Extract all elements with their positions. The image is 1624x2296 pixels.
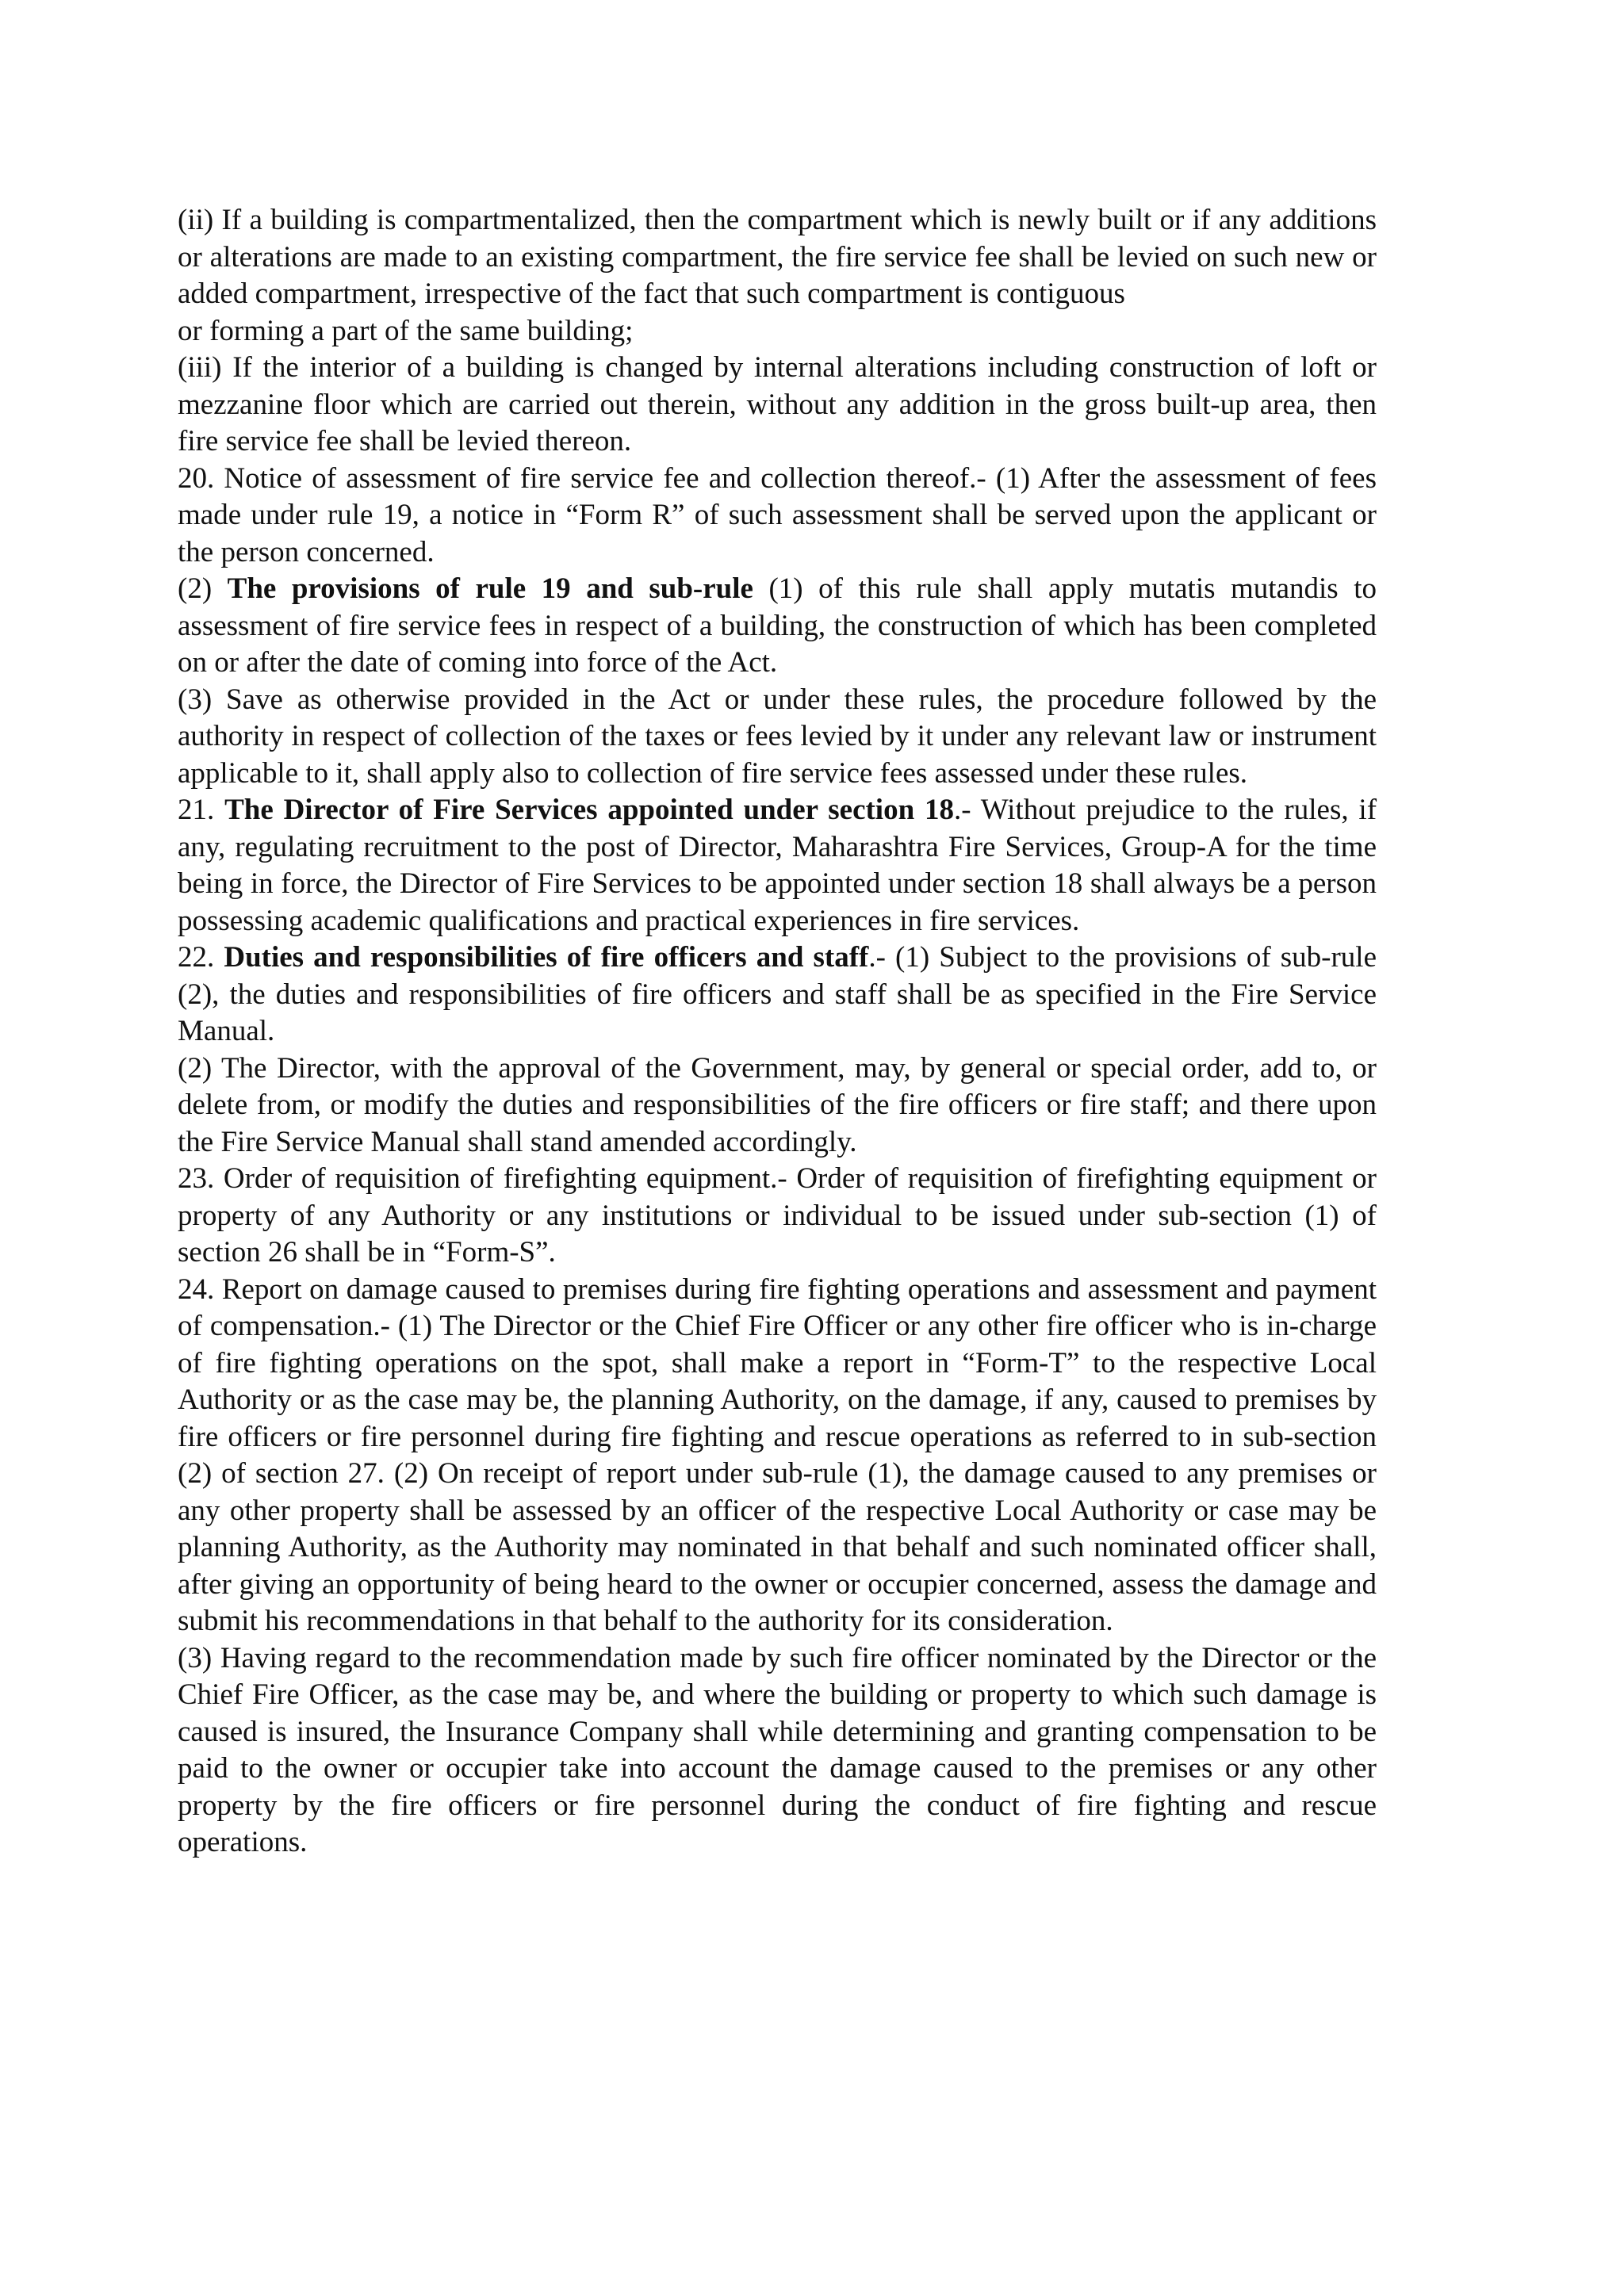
text-segment: 20. Notice of assessment of fire service fee and collection thereof.- (1) After the assessment of fees made under rule 19, a notice in “Form R” of such assessment shall be served upon the applicant or the person concerned.	[178, 461, 1377, 568]
text-segment: (ii) If a building is compartmentalized, then the compartment which is newly built or if any additions or alterations are made to an existing compartment, the fire service fee shall be levied on such new or added compartment, irrespective of the fact that such compartment is contiguous	[178, 204, 1377, 310]
paragraph-rule-20-notice	[178, 461, 1377, 572]
paragraph-rule-20-3	[178, 682, 1377, 793]
paragraph-rule-20-2	[178, 571, 1377, 682]
paragraph-rule-22-duties	[178, 939, 1377, 1050]
text-segment: 21.	[178, 794, 225, 826]
text-segment: (1) of this rule shall apply mutatis mutandis to assessment of fire service fees in respect of a building, the construction of which has been completed on or after the date of coming into force of the Act.	[178, 572, 1377, 679]
bold-heading: The Director of Fire Services appointed under section 18	[224, 794, 954, 826]
text-segment: .- Without prejudice to the rules, if any, regulating recruitment to the post of Director, Maharashtra Fire Services, Group-A for the time being in force, the Director of Fire Services to be appointed under section 18 shall always be a person possessing academic qualifications and practical experiences in fire services.	[178, 794, 1377, 937]
text-segment: 24. Report on damage caused to premises during fire fighting operations and assessment and payment of compensation.- (1) The Director or the Chief Fire Officer or any other fire officer who is in-charge of fire fighting operations on the spot, shall make a report in “Form-T” to the respective Local Authority or as the case may be, the planning Authority, on the damage, if any, caused to premises by fire officers or fire personnel during fire fighting and rescue operations as referred to in sub-section (2) of section 27. (2) On receipt of report under sub-rule (1), the damage caused to any premises or any other property shall be assessed by an officer of the respective Local Authority or case may be planning Authority, as the Authority may nominated in that behalf and such nominated officer shall, after giving an opportunity of being heard to the owner or occupier concerned, assess the damage and submit his recommendations in that behalf to the authority for its consideration.	[178, 1272, 1377, 1637]
text-segment: 22.	[178, 941, 224, 974]
bold-heading: Duties and responsibilities of fire officers and staff	[224, 941, 869, 974]
text-segment: or forming a part of the same building;	[178, 314, 634, 347]
text-segment: (3) Save as otherwise provided in the Act or under these rules, the procedure followed by the authority in respect of collection of the taxes or fees levied by it under any relevant law or instrument applicable to it, shall apply also to collection of fire service fees assessed under these rules.	[178, 683, 1377, 790]
text-segment: 23. Order of requisition of firefighting equipment.- Order of requisition of firefighting equipment or property of any Authority or any institutions or individual to be issued under sub-section (1) of section 26 shall be in “Form-S”.	[178, 1162, 1377, 1269]
paragraph-ii-compartment	[178, 202, 1377, 313]
paragraph-iii-interior	[178, 350, 1377, 461]
paragraph-ii-continued	[178, 313, 1377, 350]
text-segment: (2)	[178, 572, 228, 605]
paragraph-rule-22-2	[178, 1050, 1377, 1161]
paragraph-rule-24-3	[178, 1640, 1377, 1862]
text-segment: (2) The Director, with the approval of the Government, may, by general or special order, add to, or delete from, or modify the duties and responsibilities of the fire officers or fire staff; and there upon the Fire Service Manual shall stand amended accordingly.	[178, 1051, 1377, 1158]
text-segment: (3) Having regard to the recommendation made by such fire officer nominated by the Director or the Chief Fire Officer, as the case may be, and where the building or property to which such damage is caused is insured, the Insurance Company shall while determining and granting compensation to be paid to the owner or occupier take into account the damage caused to the premises or any other property by the fire officers or fire personnel during the conduct of fire fighting and rescue operations.	[178, 1641, 1377, 1858]
paragraph-rule-24-report	[178, 1272, 1377, 1640]
text-segment: (iii) If the interior of a building is changed by internal alterations including construction of loft or mezzanine floor which are carried out therein, without any addition in the gross built-up area, then fire service fee shall be levied thereon.	[178, 351, 1377, 457]
document-page	[178, 202, 1377, 1862]
paragraph-rule-21-director	[178, 792, 1377, 939]
text-segment: .- (1) Subject to the provisions of sub-rule (2), the duties and responsibilities of fire officers and staff shall be as specified in the Fire Service Manual.	[178, 941, 1377, 1047]
paragraph-rule-23-requisition	[178, 1161, 1377, 1272]
bold-heading: The provisions of rule 19 and sub-rule	[227, 572, 753, 605]
